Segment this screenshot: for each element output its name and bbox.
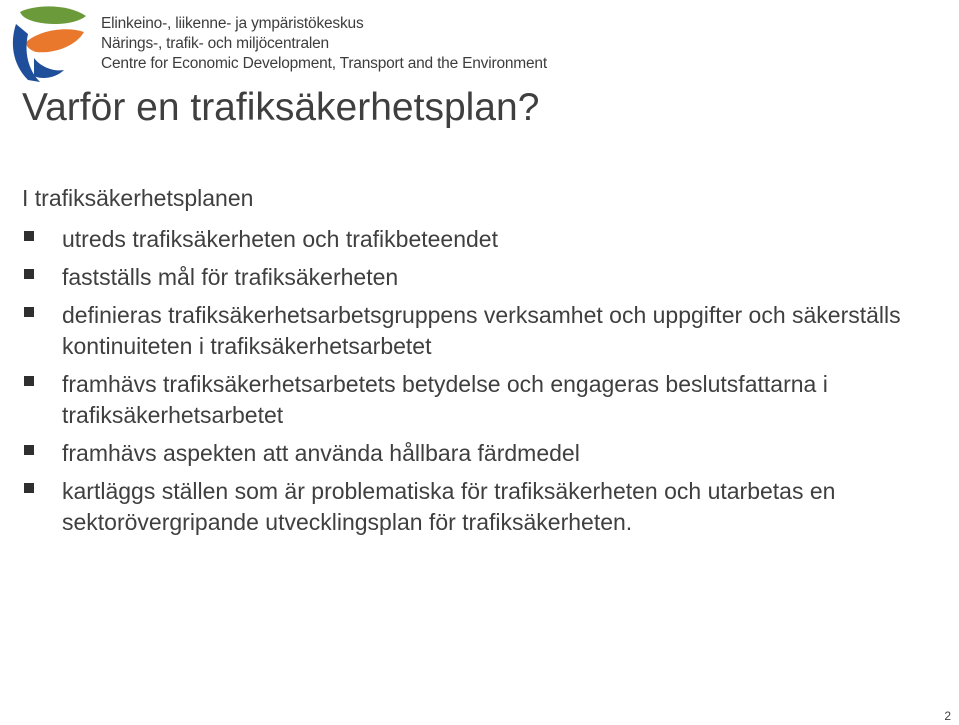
bullet-text: fastställs mål för trafiksäkerheten <box>62 264 399 290</box>
org-name-finnish: Elinkeino-, liikenne- ja ympäristökeskus <box>101 15 364 32</box>
square-bullet-icon <box>24 376 34 386</box>
square-bullet-icon <box>24 483 34 493</box>
bullet-item <box>22 224 952 255</box>
bullet-text: framhävs aspekten att använda hållbara färdmedel <box>62 440 580 466</box>
square-bullet-icon <box>24 307 34 317</box>
bullet-item <box>22 369 952 431</box>
bullet-text: kartläggs ställen som är problematiska för trafiksäkerheten och utarbetas en sektorövergripande utvecklingsplan för trafiksäkerheten. <box>62 478 836 535</box>
bullet-item <box>22 438 952 469</box>
bullet-text: definieras trafiksäkerhetsarbetsgruppens verksamhet och uppgifter och säkerställs kontinuiteten i trafiksäkerhetsarbetet <box>62 302 901 359</box>
bullet-text: framhävs trafiksäkerhetsarbetets betydelse och engageras beslutsfattarna i trafiksäkerhetsarbetet <box>62 371 828 428</box>
ely-centre-leaf-logo-icon <box>6 2 88 84</box>
bullet-item <box>22 476 952 538</box>
bullet-list <box>22 224 952 545</box>
bullet-item <box>22 300 952 362</box>
intro-text: I trafiksäkerhetsplanen <box>22 185 254 211</box>
bullet-item <box>22 262 952 293</box>
page-number: 2 <box>944 709 951 723</box>
org-name-english: Centre for Economic Development, Transport and the Environment <box>101 55 547 72</box>
square-bullet-icon <box>24 269 34 279</box>
bullet-text: utreds trafiksäkerheten och trafikbeteendet <box>62 226 498 252</box>
square-bullet-icon <box>24 231 34 241</box>
organization-name <box>101 14 547 74</box>
org-name-swedish: Närings-, trafik- och miljöcentralen <box>101 35 329 52</box>
slide-title: Varför en trafiksäkerhetsplan? <box>22 86 540 129</box>
square-bullet-icon <box>24 445 34 455</box>
